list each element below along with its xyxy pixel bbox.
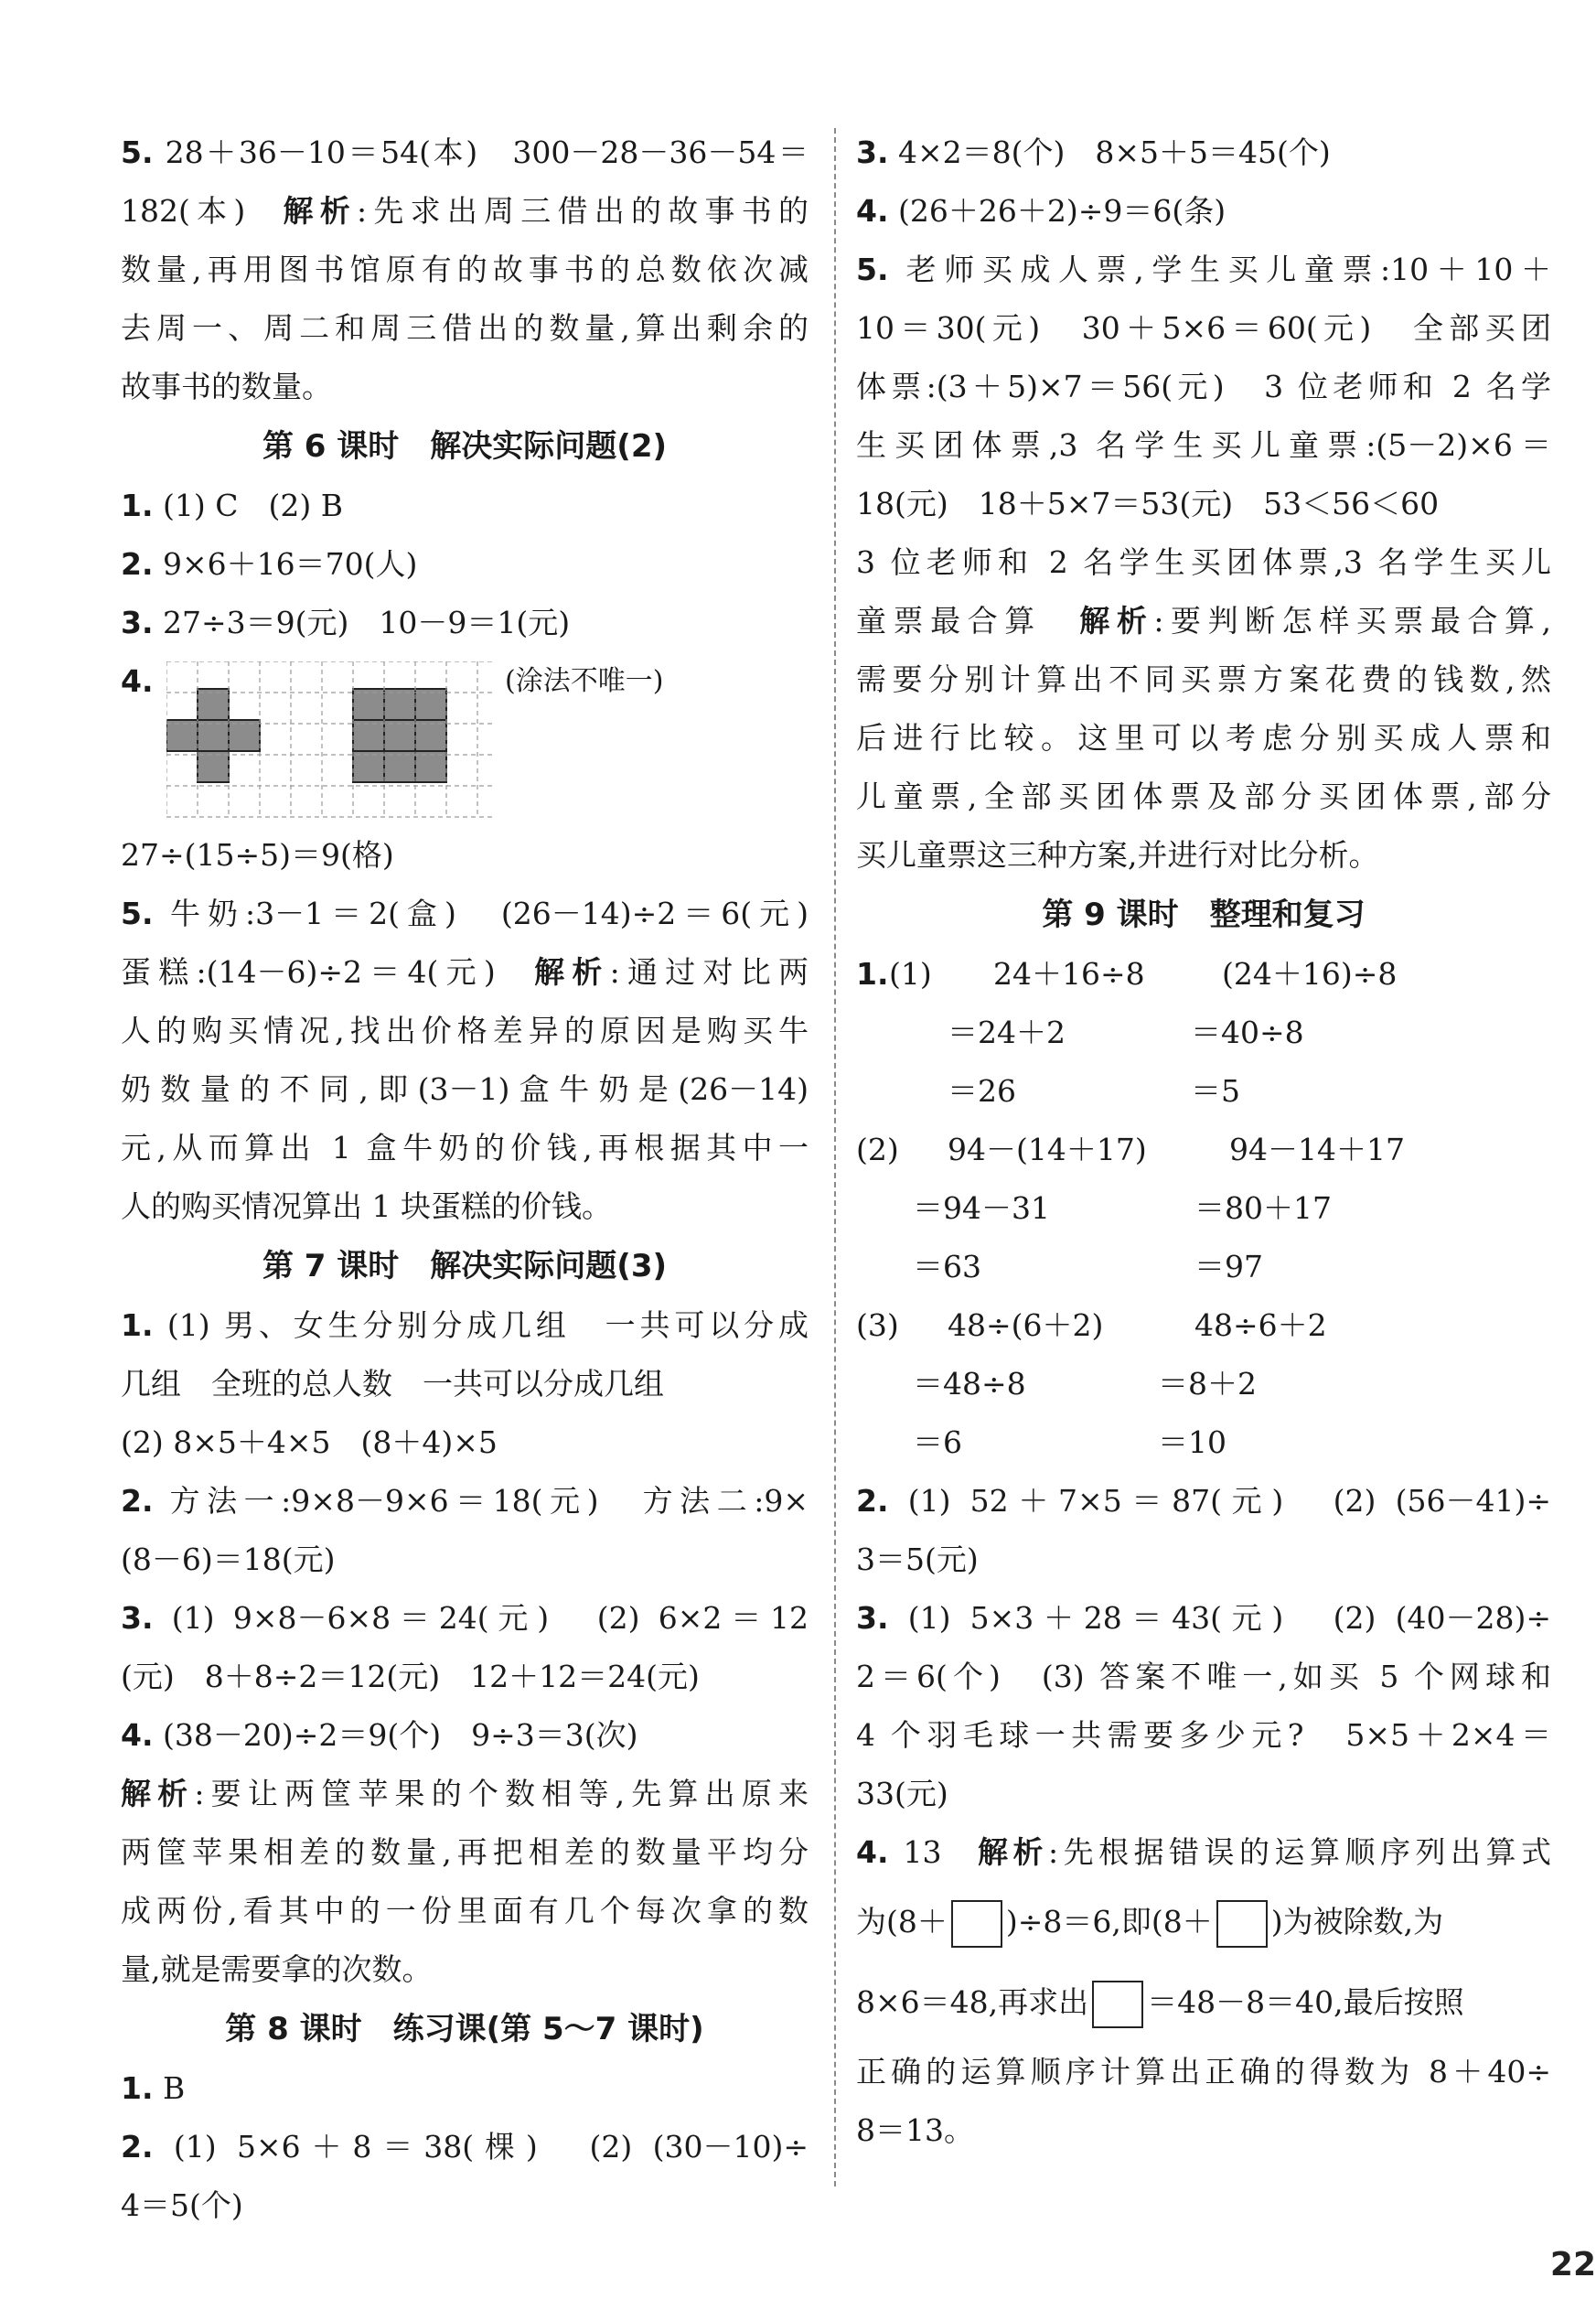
calc-row: (3) 48÷(6＋2) 48÷6＋2 [856,1307,1327,1343]
answer-line: 奶数量的不同,即(3－1)盒牛奶是(26－14) [121,1071,809,1107]
answer-line: 2＝6(个) (3) 答案不唯一,如买 5 个网球和 [856,1659,1551,1694]
answer-line: 蛋糕:(14－6)÷2＝4(元) 解析:通过对比两 [121,954,809,990]
answer-line: 4. 13 解析:先根据错误的运算顺序列出算式 [856,1834,1551,1870]
answer-line: 5. 28＋36－10＝54(本) 300－28－36－54＝ [121,134,809,170]
answer-line: 3＝5(元) [856,1542,979,1577]
answer-line: (元) 8＋8÷2＝12(元) 12＋12＝24(元) [121,1659,700,1694]
answer-line: 2. 方法一:9×8－9×6＝18(元) 方法二:9× [121,1483,809,1519]
answer-line: (8－6)＝18(元) [121,1542,336,1577]
answer-line: 33(元) [856,1776,948,1811]
column-divider [834,128,836,2186]
grid-note: (涂法不唯一) [505,665,664,697]
answer-line: 为(8＋ )÷8＝6,即(8＋ )为被除数,为 [856,1882,1551,1962]
answer-line: 3 位老师和 2 名学生买团体票,3 名学生买儿 [856,544,1551,580]
lesson-heading: 第 6 课时 解决实际问题(2) [262,428,668,465]
answer-line: 生买团体票,3 名学生买儿童票:(5－2)×6＝ [856,427,1551,463]
answer-line: 两筐苹果相差的数量,再把相差的数量平均分 [121,1834,809,1870]
calc-row: ＝63 ＝97 [913,1249,1263,1284]
answer-line: 解析:要让两筐苹果的个数相等,先算出原来 [121,1776,809,1811]
answer-blank-box [1092,1981,1143,2028]
answer-line: 元,从而算出 1 盒牛奶的价钱,再根据其中一 [121,1130,809,1166]
answer-line: 4. (38－20)÷2＝9(个) 9÷3＝3(次) [121,1717,638,1753]
answer-line: 5. 牛奶:3－1＝2(盒) (26－14)÷2＝6(元) [121,896,809,931]
answer-line: 去周一、周二和周三借出的数量,算出剩余的 [121,310,809,346]
answer-line: 儿童票,全部买团体票及部分买团体票,部分 [856,779,1551,814]
answer-line: 1. B [121,2070,186,2106]
answer-line: 故事书的数量。 [121,369,332,404]
page-number: 22 [1549,2246,1596,2283]
answer-line: 童票最合算 解析:要判断怎样买票最合算, [856,603,1551,639]
lesson-heading: 第 7 课时 解决实际问题(3) [262,1248,668,1284]
answer-line: 3. 4×2＝8(个) 8×5＋5＝45(个) [856,134,1331,170]
answer-line: 3. (1) 5×3＋28＝43(元) (2) (40－28)÷ [856,1600,1551,1636]
left-column [121,124,809,2235]
answer-line: 人的购买情况,找出价格差异的原因是购买牛 [121,1013,809,1048]
calc-row: ＝48÷8 ＝8＋2 [913,1366,1257,1402]
calc-row: ＝24＋2 ＝40÷8 [948,1015,1304,1050]
shaded-grid-figure [166,661,496,826]
answer-line: 3. 27÷3＝9(元) 10－9＝1(元) [121,605,571,640]
answer-line: 18(元) 18＋5×7＝53(元) 53＜56＜60 [856,486,1440,521]
answer-line: 量,就是需要拿的次数。 [121,1951,433,1987]
answer-line: 1. (1) 男、女生分别分成几组 一共可以分成 [121,1307,809,1343]
answer-line: 182(本) 解析:先求出周三借出的故事书的 [121,193,809,229]
answer-line: 买儿童票这三种方案,并进行对比分析。 [856,837,1379,873]
grid-figure-row: 4. (涂法不唯一) [121,652,809,826]
answer-line: 4＝5(个) [121,2187,243,2223]
answer-line: 需要分别计算出不同买票方案花费的钱数,然 [856,661,1551,697]
answer-line: 后进行比较。这里可以考虑分别买成人票和 [856,720,1551,756]
calc-row: 1. (1) 24＋16÷8 (24＋16)÷8 [856,956,1398,992]
right-column [856,124,1551,2160]
answer-line: 人的购买情况算出 1 块蛋糕的价钱。 [121,1188,612,1224]
answer-blank-box [951,1900,1002,1948]
answer-line: 27÷(15÷5)＝9(格) [121,837,394,873]
answer-line: 8×6＝48,再求出 ＝48－8＝40,最后按照 [856,1962,1551,2043]
answer-line: 正确的运算顺序计算出正确的得数为 8＋40÷ [856,2054,1551,2090]
answer-line: 4. (26＋26＋2)÷9＝6(条) [856,193,1226,229]
answer-line: 10＝30(元) 30＋5×6＝60(元) 全部买团 [856,310,1551,346]
calc-row: (2) 94－(14＋17) 94－14＋17 [856,1132,1405,1167]
calc-row: ＝94－31 ＝80＋17 [913,1190,1332,1226]
answer-line: (2) 8×5＋4×5 (8＋4)×5 [121,1424,498,1460]
answer-line: 3. (1) 9×8－6×8＝24(元) (2) 6×2＝12 [121,1600,809,1636]
answer-line: 成两份,看其中的一份里面有几个每次拿的数 [121,1893,809,1928]
answer-line: 5. 老师买成人票,学生买儿童票:10＋10＋ [856,252,1551,287]
answer-line: 几组 全班的总人数 一共可以分成几组 [121,1366,664,1402]
answer-line: 2. 9×6＋16＝70(人) [121,546,418,582]
answer-blank-box [1216,1900,1268,1948]
calc-row: ＝26 ＝5 [948,1073,1240,1109]
answer-line: 2. (1) 52＋7×5＝87(元) (2) (56－41)÷ [856,1483,1551,1519]
answer-line: 1. (1) C (2) B [121,488,343,523]
answer-line: 8＝13。 [856,2112,974,2148]
lesson-heading: 第 8 课时 练习课(第 5～7 课时) [225,2011,704,2047]
answer-line: 4 个羽毛球一共需要多少元? 5×5＋2×4＝ [856,1717,1551,1753]
answer-line: 体票:(3＋5)×7＝56(元) 3 位老师和 2 名学 [856,369,1551,404]
calc-row: ＝6 ＝10 [913,1424,1226,1460]
answer-line: 数量,再用图书馆原有的故事书的总数依次减 [121,252,809,287]
lesson-heading: 第 9 课时 整理和复习 [1042,897,1366,933]
answer-line: 2. (1) 5×6＋8＝38(棵) (2) (30－10)÷ [121,2129,809,2165]
